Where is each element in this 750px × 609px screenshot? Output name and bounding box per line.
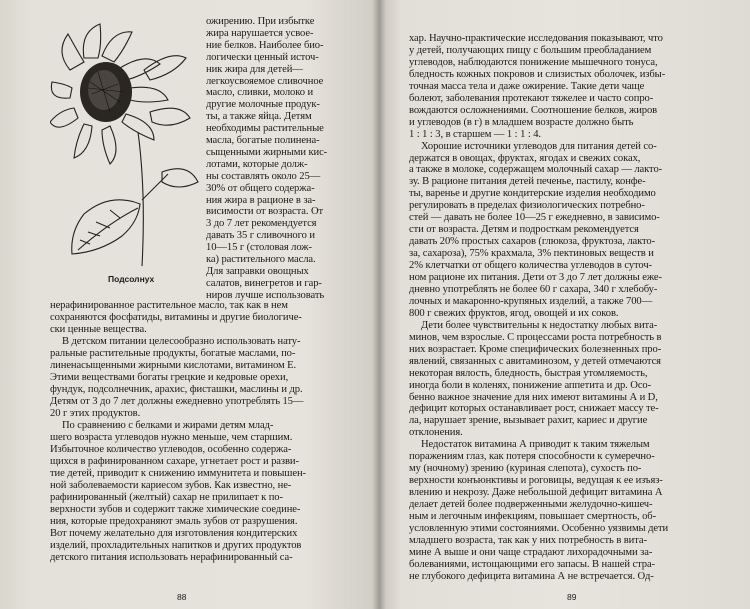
text-line: у детей, получающих пищу с большим преобладанием bbox=[409, 44, 652, 56]
text-line: бледность кожных покровов и слизистых оболочек, избы- bbox=[409, 68, 666, 80]
text-line: бенно важное значение для них имеют витамины А и D, bbox=[409, 391, 658, 403]
text-line: сохраняются фосфатиды, витамины и другие биологиче- bbox=[50, 312, 302, 323]
text-line: фундук, подсолнечник, арахис, фисташки, маслины и др. bbox=[50, 384, 303, 395]
text-line: ка) растительного масла. bbox=[206, 254, 316, 265]
text-line: а также в молоке, содержащем молочный сахар — лакто- bbox=[409, 164, 663, 176]
text-line: висимости от возраста. От bbox=[206, 206, 324, 218]
text-line: 3 до 7 лет рекомендуется bbox=[206, 218, 317, 230]
text-line: Вот почему желательно для изготовления кондитерских bbox=[50, 528, 298, 539]
text-line: Дети более чувствительны к недостатку любых вита- bbox=[421, 319, 658, 331]
text-line: младшего возраста, так как у них потребность в вита- bbox=[409, 534, 647, 546]
text-line: не глубокого дефицита витамина А не встречается. Од- bbox=[409, 570, 654, 582]
text-line: ния жира в рационе в за- bbox=[206, 194, 316, 206]
illustration-caption: Подсолнух bbox=[108, 274, 155, 284]
text-line: ниров лучше использовать bbox=[206, 289, 325, 301]
text-line: явлений, связанных с авитаминозом, у детей отмечаются bbox=[409, 355, 661, 367]
text-line: ты, варенье и другие кондитерские изделия необходимо bbox=[409, 188, 656, 200]
text-line: ном рационе их питания. Дети от 3 до 7 лет должны еже- bbox=[409, 272, 662, 283]
text-line: сти от возраста. Детям и подросткам рекомендуется bbox=[409, 224, 639, 236]
text-line: и углеводов (в г) в младшем возрасте должно быть bbox=[409, 116, 634, 128]
text-line: 800 г свежих фруктов, ягод, овощей и их соков. bbox=[409, 307, 619, 319]
text-line: Детям от 3 до 7 лет должны ежедневно употреблять 15— bbox=[50, 396, 304, 407]
text-line: ния, которые предохраняют эмаль зубов от разрушения. bbox=[50, 516, 298, 527]
text-line: детского питания использовать нерафинированный са- bbox=[50, 552, 293, 563]
text-line: углеводов, наблюдаются понижение мышечного тонуса, bbox=[409, 56, 658, 68]
right-page bbox=[379, 0, 750, 609]
text-line: сыщенными жирными кис- bbox=[206, 146, 328, 158]
text-line: поражениям глаз, как потеря способности к сумеречно- bbox=[409, 451, 655, 463]
text-line: логически ценный источ- bbox=[206, 51, 319, 63]
text-line: вождаются осложнениями. Соотношение белков, жиров bbox=[409, 104, 658, 116]
text-line: ты, а также яйца. Детям bbox=[206, 111, 312, 123]
text-line: другие молочные продук- bbox=[206, 99, 320, 111]
book-spine-shadow bbox=[372, 0, 386, 609]
text-line: стей — давать не более 10—25 г ежедневно, в зависимо- bbox=[409, 212, 660, 224]
text-line: ние белков. Наиболее био- bbox=[206, 39, 324, 51]
text-line: давать 20% простых сахаров (глюкоза, фруктоза, лакто- bbox=[409, 236, 656, 248]
text-line: держатся в овощах, фруктах, ягодах и свежих соках, bbox=[409, 152, 641, 164]
text-line: болеваниями, истощающими его запасы. В нашей стра- bbox=[409, 558, 655, 570]
text-line: ски ценные вещества. bbox=[50, 324, 147, 335]
text-line: рафинированный (желтый) сахар не прилипает к по- bbox=[50, 492, 283, 503]
text-line: условленную этими состояниями. Особенно уязвимы дети bbox=[409, 522, 669, 534]
text-line: Хорошие источники углеводов для питания детей со- bbox=[421, 140, 657, 152]
text-line: масло, сливки, молоко и bbox=[206, 87, 314, 99]
text-line: Этими веществами богаты грецкие и кедровые орехи, bbox=[50, 372, 289, 383]
text-line: ла, нарушает зрение, вызывает рахит, кариес и другие bbox=[409, 415, 648, 427]
text-line: жира нарушается усвое- bbox=[206, 27, 314, 39]
text-line: необходимы растительные bbox=[206, 123, 324, 135]
page-number-left: 88 bbox=[177, 592, 187, 602]
text-line: болеют, заболевания протекают тяжелее и часто сопро- bbox=[409, 92, 654, 104]
text-line: По сравнению с белками и жирами детям млад- bbox=[62, 420, 274, 431]
text-line: за, сахароза), 75% крахмала, 3% пектиновых веществ и bbox=[409, 248, 654, 260]
text-line: хар. Научно-практические исследования показывают, что bbox=[409, 33, 663, 44]
text-line: мине А выше и они чаще страдают лихорадочными за- bbox=[409, 546, 653, 558]
text-line: них возрастает. Кроме специфических болезненных про- bbox=[409, 343, 662, 355]
text-line: 10—15 г (столовая лож- bbox=[206, 242, 312, 254]
text-line: линенасыщенными жирными кислотами, витамином Е. bbox=[50, 360, 297, 371]
text-line: верхности зубов и содержит также химические соедине- bbox=[50, 504, 301, 515]
text-line: ным и легочным инфекциям, повышает смертность, об- bbox=[409, 511, 657, 522]
page-number-right: 89 bbox=[567, 592, 577, 602]
text-line: масла, богатые полинена- bbox=[206, 135, 320, 146]
text-line: минов, чем взрослые. С процессами роста потребность в bbox=[409, 331, 662, 343]
sunflower-illustration bbox=[50, 22, 200, 267]
text-line: ральные растительные продукты, богатые маслами, по- bbox=[50, 348, 296, 359]
text-line: регулировать в пределах физиологических потребно- bbox=[409, 200, 645, 212]
text-line: давать 35 г сливочного и bbox=[206, 230, 315, 242]
text-line: лотами, которые долж- bbox=[206, 158, 308, 170]
text-line: нерафинированное растительное масло, так как в нем bbox=[50, 300, 288, 311]
text-line: Недостаток витамина А приводит к таким тяжелым bbox=[421, 439, 650, 451]
text-line: ожирению. При избытке bbox=[206, 16, 315, 27]
text-line: ник жира для детей— bbox=[206, 63, 303, 75]
text-line: шего возраста углеводов нужно меньше, чем старшим. bbox=[50, 432, 293, 443]
text-line: тие детей, приводит к снижению иммунитета и повышен- bbox=[50, 468, 306, 479]
text-line: 20 г этих продуктов. bbox=[50, 408, 141, 419]
text-line: дефицит которых останавливает рост, снижает массу те- bbox=[409, 403, 659, 415]
text-line: В детском питании целесообразно использовать нату- bbox=[62, 336, 301, 347]
text-line: лочных и макаронно-крупяных изделий, а также 700— bbox=[409, 295, 653, 307]
text-line: иногда боли в коленях, понижение аппетита и др. Осо- bbox=[409, 379, 652, 391]
text-line: ной заболеваемости кариесом зубов. Как известно, не- bbox=[50, 480, 292, 491]
text-line: влению и некрозу. Даже небольшой дефицит витамина А bbox=[409, 487, 663, 499]
text-line: зу. В рационе питания детей печенье, пастилу, конфе- bbox=[409, 176, 646, 188]
text-line: делает детей более подверженными желудочно-кишеч- bbox=[409, 499, 653, 511]
text-line: легкоусвояемое сливочное bbox=[206, 75, 324, 87]
text-line: салатов, винегретов и гар- bbox=[206, 277, 322, 289]
text-line: точная масса тела и даже ожирение. Такие дети чаще bbox=[409, 80, 645, 92]
text-line: му (ночному) зрению (куриная слепота), сухость по- bbox=[409, 463, 642, 475]
text-line: некоторая вялость, бледность, быстрая утомляемость, bbox=[409, 367, 648, 379]
text-line: дневно употреблять не более 60 г сахара, 340 г хлебобу- bbox=[409, 283, 658, 295]
text-line: 2% клетчатки от общего количества углеводов в суточ- bbox=[409, 260, 652, 272]
text-line: отклонения. bbox=[409, 427, 463, 439]
text-line: верхности конъюнктивы и роговицы, ведущая к ее изъяз- bbox=[409, 475, 663, 487]
text-line: ны составлять около 25— bbox=[206, 170, 321, 182]
text-line: 30% от общего содержа- bbox=[206, 182, 315, 194]
text-line: Избыточное количество углеводов, особенно содержа- bbox=[50, 444, 292, 455]
text-line: изделий, прохладительных напитков и других продуктов bbox=[50, 540, 302, 551]
text-line: щихся в рафинированном сахаре, угнетает рост и разви- bbox=[50, 456, 299, 467]
text-line: Для заправки овощных bbox=[206, 265, 309, 277]
text-line: 1 : 1 : 3, в старшем — 1 : 1 : 4. bbox=[409, 128, 541, 140]
